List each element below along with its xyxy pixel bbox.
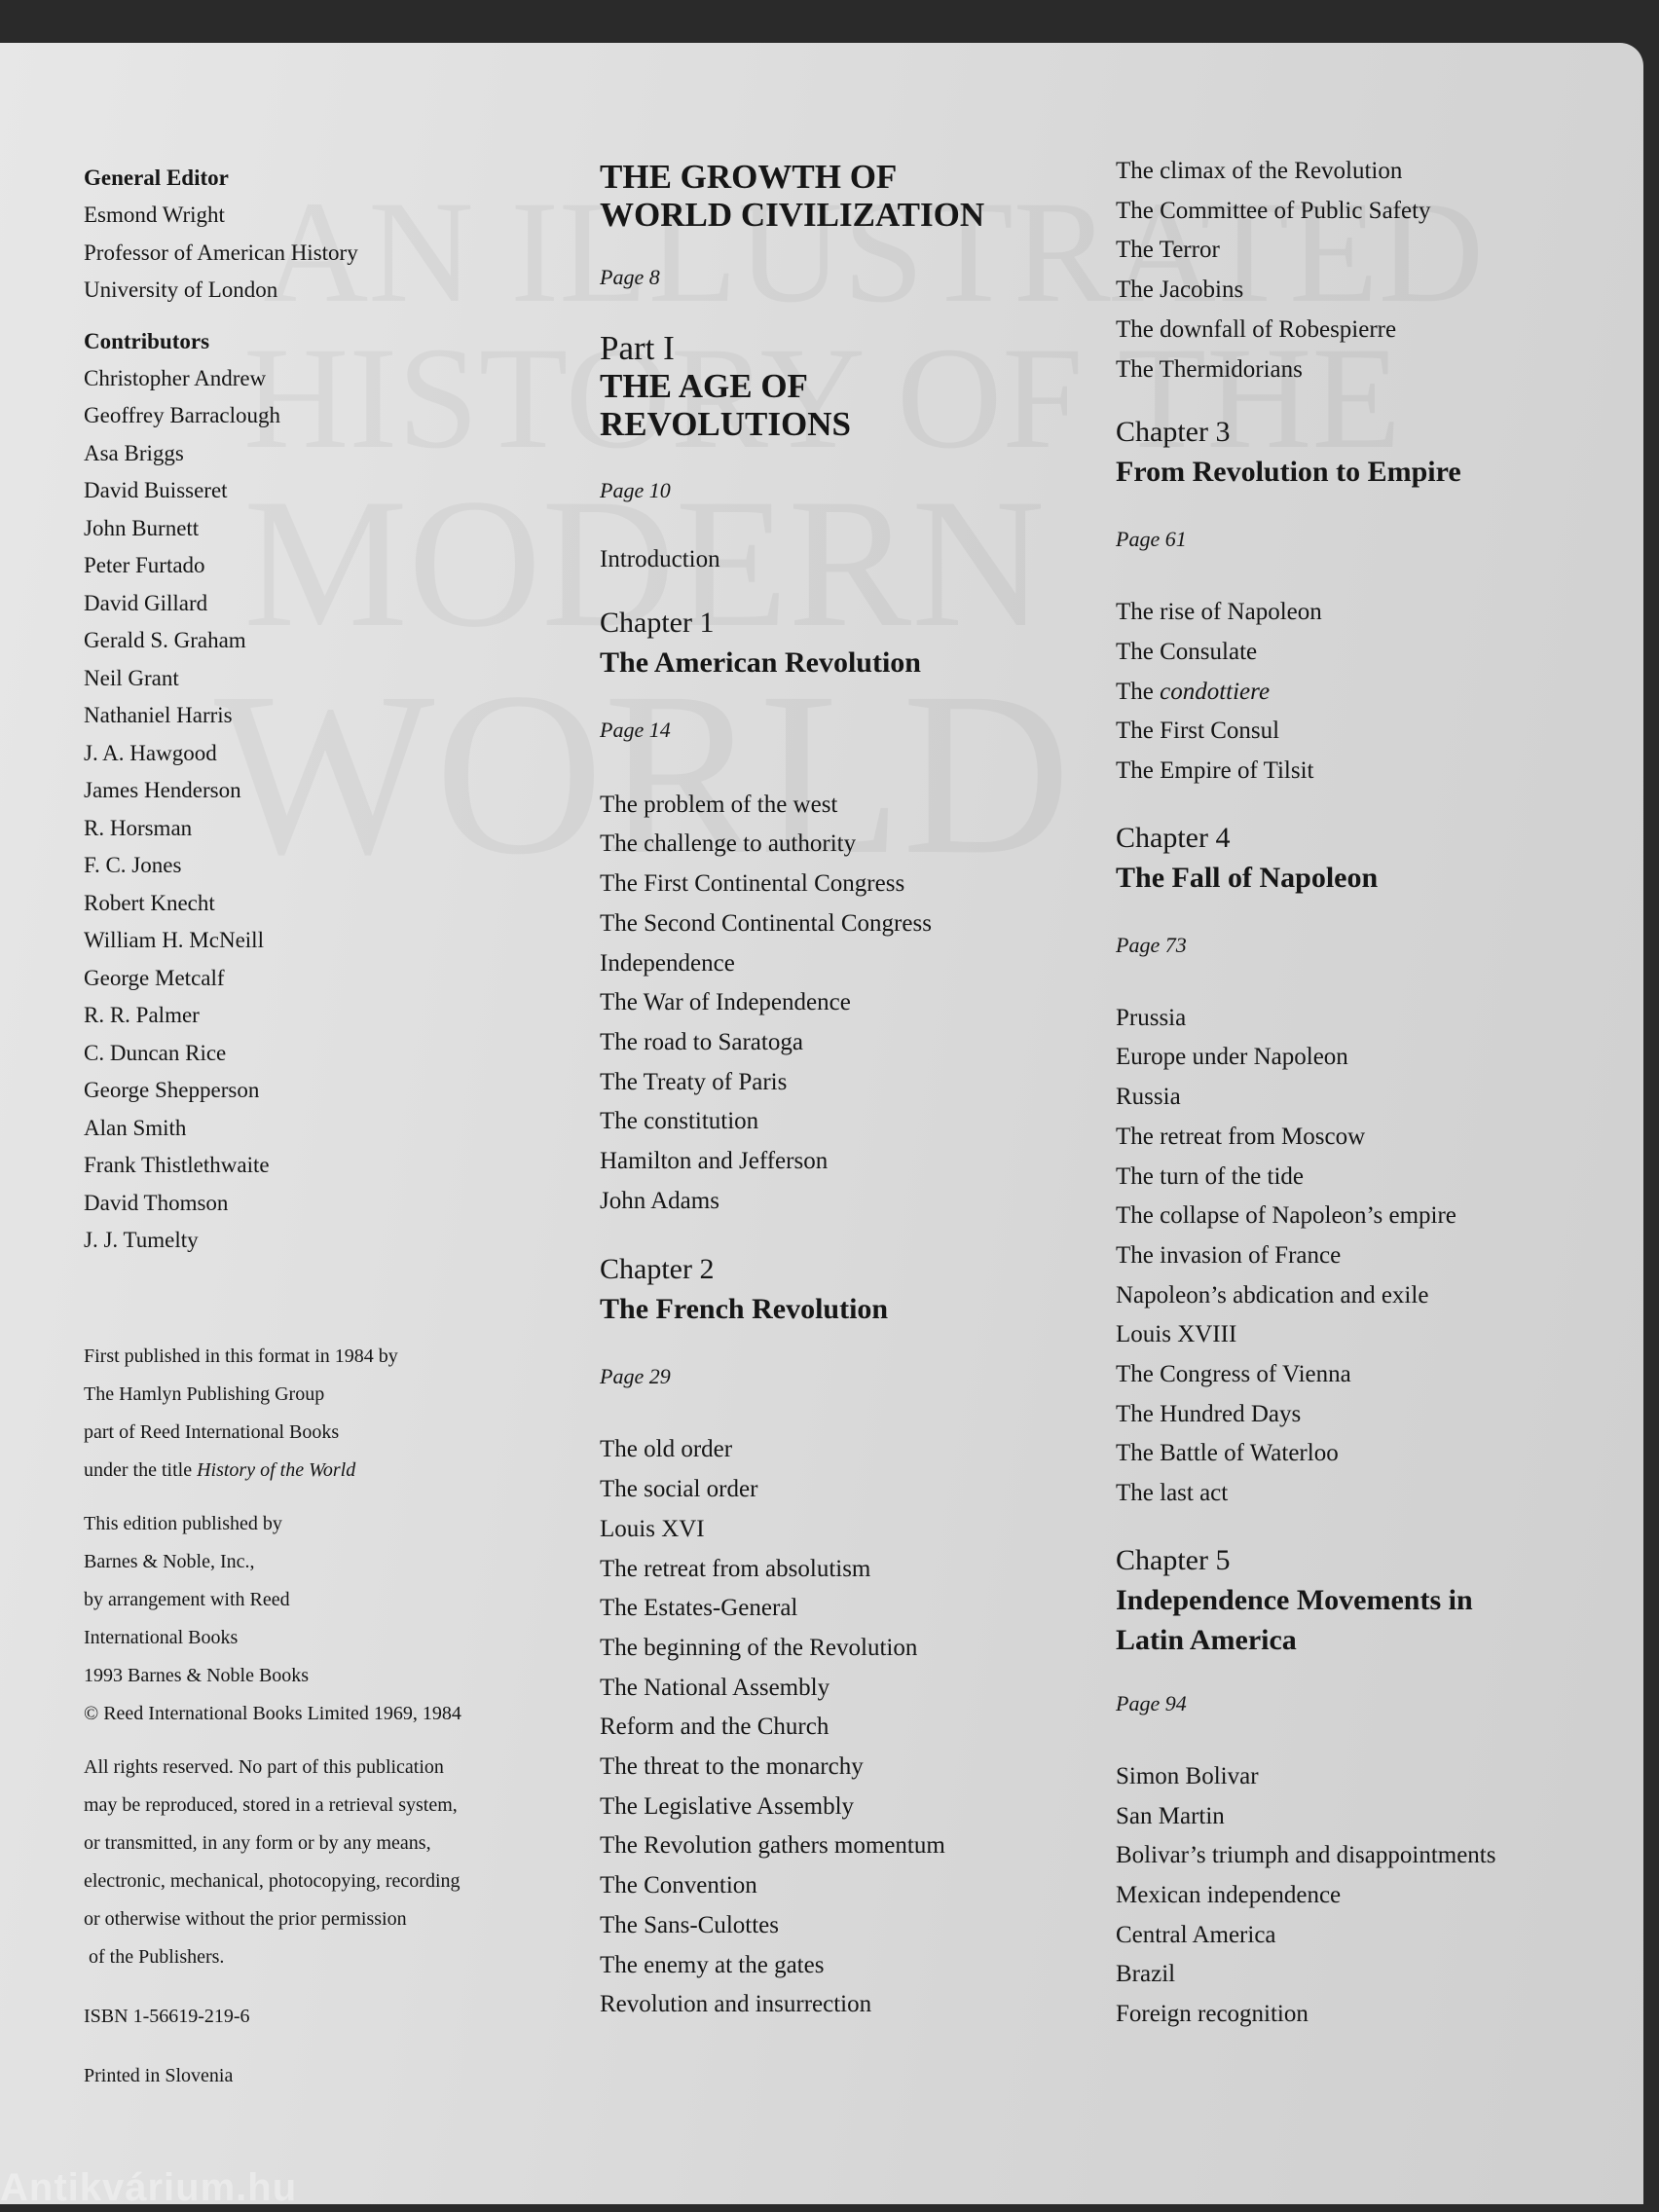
copyright-line: © Reed International Books Limited 1969, 1984 [84, 1702, 461, 1724]
publishing-title-line [84, 1452, 551, 1490]
contributor-name: Alan Smith [84, 1115, 187, 1140]
toc-entry: The social order [600, 1476, 758, 1503]
toc-entry: The beginning of the Revolution [600, 1634, 918, 1661]
toc-entry: Prussia [1116, 1004, 1187, 1031]
chapter-4-title: The Fall of Napoleon [1116, 861, 1379, 894]
contents-column-2 [1116, 152, 1641, 2035]
rights-line: of the Publishers. [84, 1945, 225, 1968]
part-title-line: THE AGE OF [600, 367, 808, 405]
edition-line: 1993 Barnes & Noble Books [84, 1664, 310, 1686]
edition-line: This edition published by [84, 1512, 282, 1534]
publishing-title: History of the World [197, 1458, 356, 1481]
contributor-name: R. R. Palmer [84, 1003, 200, 1027]
contributor-name: David Thomson [84, 1190, 229, 1215]
toc-entry: Revolution and insurrection [600, 1991, 872, 2018]
toc-entry: The Thermidorians [1116, 355, 1303, 383]
toc-entry: San Martin [1116, 1802, 1225, 1829]
editor-line: University of London [84, 277, 278, 302]
chapter-5-title-line: Latin America [1116, 1623, 1297, 1656]
toc-entry: The downfall of Robespierre [1116, 315, 1397, 343]
contributor-name: Frank Thistlethwaite [84, 1153, 270, 1177]
chapter-5-sections [1116, 1757, 1641, 2035]
chapter-3-label: Chapter 3 [1116, 416, 1231, 449]
contributors-list [84, 360, 551, 1260]
toc-entry: John Adams [600, 1187, 719, 1214]
chapter-1-page-ref: Page 14 [600, 717, 671, 742]
edition-line: Barnes & Noble, Inc., [84, 1550, 255, 1572]
chapter-5-label: Chapter 5 [1116, 1543, 1231, 1576]
contributor-name: J. A. Hawgood [84, 740, 217, 765]
editor-line: Professor of American History [84, 240, 358, 265]
isbn: ISBN 1-56619-219-6 [84, 2005, 250, 2027]
toc-entry-condottiere [1116, 673, 1641, 713]
chapter-4-sections [1116, 999, 1641, 1514]
part-title-line: REVOLUTIONS [600, 405, 851, 443]
toc-entry: The Legislative Assembly [600, 1792, 855, 1820]
toc-entry: The retreat from Moscow [1116, 1123, 1366, 1150]
toc-entry: Mexican independence [1116, 1881, 1342, 1908]
toc-entry: The threat to the monarchy [600, 1753, 864, 1781]
publishing-line: First published in this format in 1984 by [84, 1345, 398, 1367]
publishing-line: part of Reed International Books [84, 1420, 340, 1443]
toc-entry: Europe under Napoleon [1116, 1044, 1348, 1071]
contributor-name: C. Duncan Rice [84, 1040, 227, 1065]
chapter-3-page-ref: Page 61 [1116, 527, 1187, 552]
toc-entry: The collapse of Napoleon’s empire [1116, 1202, 1456, 1230]
toc-entry: The turn of the tide [1116, 1162, 1304, 1190]
toc-entry: The Empire of Tilsit [1116, 757, 1314, 785]
publishing-line: The Hamlyn Publishing Group [84, 1382, 325, 1405]
toc-entry: The last act [1116, 1480, 1229, 1507]
toc-entry: The Battle of Waterloo [1116, 1440, 1339, 1467]
contributor-name: William H. McNeill [84, 928, 264, 952]
toc-entry: The Revolution gathers momentum [600, 1832, 945, 1860]
toc-entry: Hamilton and Jefferson [600, 1148, 829, 1175]
toc-entry: The Convention [600, 1872, 757, 1899]
rights-line: or otherwise without the prior permission [84, 1907, 407, 1930]
chapter-4-label: Chapter 4 [1116, 821, 1231, 854]
contributor-name: Geoffrey Barraclough [84, 403, 281, 427]
toc-entry: The First Consul [1116, 718, 1280, 745]
toc-entry: The challenge to authority [600, 830, 857, 858]
contributor-name: David Gillard [84, 590, 208, 615]
printed-in: Printed in Slovenia [84, 2064, 234, 2086]
toc-entry: The invasion of France [1116, 1241, 1342, 1269]
contributor-name: Neil Grant [84, 665, 179, 690]
condottiere-word: condottiere [1160, 678, 1271, 705]
toc-entry: The Committee of Public Safety [1116, 197, 1431, 224]
contributor-name: J. J. Tumelty [84, 1228, 199, 1252]
contributor-name: Nathaniel Harris [84, 703, 233, 727]
contributor-name: John Burnett [84, 515, 200, 540]
toc-entry: The Consulate [1116, 638, 1258, 665]
chapter-3-title: From Revolution to Empire [1116, 456, 1461, 489]
contributor-name: Gerald S. Graham [84, 628, 246, 652]
toc-entry: The Second Continental Congress [600, 909, 932, 937]
chapter-3-sections [1116, 593, 1641, 792]
toc-entry: Reform and the Church [600, 1714, 830, 1741]
rights-line: All rights reserved. No part of this publication [84, 1755, 444, 1778]
toc-entry: The Sans-Culottes [600, 1911, 780, 1938]
toc-entry: The constitution [600, 1108, 759, 1135]
contributor-name: Robert Knecht [84, 890, 215, 915]
toc-entry: Napoleon’s abdication and exile [1116, 1281, 1429, 1309]
contributor-name: George Shepperson [84, 1078, 260, 1102]
toc-entry: The Estates-General [600, 1595, 798, 1622]
toc-entry: The First Continental Congress [600, 870, 905, 898]
watermark-logo: Antikvárium.hu [0, 2166, 298, 2209]
chapter-1-sections [600, 786, 1106, 1222]
toc-entry: The old order [600, 1436, 733, 1463]
chapter-5-page-ref: Page 94 [1116, 1690, 1187, 1715]
rights-block [84, 1749, 551, 1976]
contributor-name: David Buisseret [84, 478, 228, 502]
toc-entry: The Hundred Days [1116, 1400, 1302, 1427]
book-page [0, 43, 1643, 2204]
contributor-name: George Metcalf [84, 965, 225, 990]
toc-entry: The Terror [1116, 237, 1220, 264]
growth-page-ref: Page 8 [600, 265, 660, 289]
rights-line: may be reproduced, stored in a retrieval system, [84, 1793, 458, 1816]
toc-entry: The National Assembly [600, 1674, 830, 1701]
contributors-heading: Contributors [84, 328, 210, 353]
contributor-name: F. C. Jones [84, 853, 182, 877]
credits-column [84, 160, 551, 2095]
publishing-title-prefix: under the title [84, 1458, 198, 1481]
contributor-name: R. Horsman [84, 815, 193, 840]
chapter-2-sections-continued [1116, 152, 1641, 389]
part-page-ref: Page 10 [600, 478, 671, 502]
rights-line: or transmitted, in any form or by any means, [84, 1831, 431, 1854]
chapter-1-title: The American Revolution [600, 645, 921, 679]
toc-entry: Central America [1116, 1921, 1276, 1948]
edition-line: International Books [84, 1626, 239, 1648]
toc-entry: Foreign recognition [1116, 2001, 1309, 2028]
toc-entry: The road to Saratoga [600, 1028, 803, 1055]
toc-entry: Bolivar’s triumph and disappointments [1116, 1842, 1496, 1869]
chapter-1-label: Chapter 1 [600, 606, 715, 639]
toc-entry: Louis XVIII [1116, 1321, 1237, 1348]
toc-entry: The enemy at the gates [600, 1951, 825, 1978]
contributor-name: James Henderson [84, 778, 241, 802]
growth-title-line: WORLD CIVILIZATION [600, 196, 985, 234]
toc-entry: Russia [1116, 1084, 1181, 1111]
contributor-name: Christopher Andrew [84, 365, 267, 390]
toc-entry: Louis XVI [600, 1515, 705, 1542]
publishing-block [84, 1338, 551, 1490]
editor-block [84, 197, 551, 310]
chapter-2-sections [600, 1430, 1106, 2025]
part-label: Part I [600, 329, 675, 367]
toc-entry: Brazil [1116, 1961, 1176, 1988]
condottiere-prefix: The [1116, 678, 1161, 705]
chapter-2-title: The French Revolution [600, 1293, 889, 1326]
toc-entry: The problem of the west [600, 791, 838, 818]
toc-entry: The Congress of Vienna [1116, 1361, 1351, 1388]
growth-title-line: THE GROWTH OF [600, 158, 898, 196]
chapter-2-page-ref: Page 29 [600, 1364, 671, 1389]
toc-entry: The rise of Napoleon [1116, 599, 1322, 626]
toc-entry: The War of Independence [600, 989, 851, 1016]
introduction-entry: Introduction [600, 546, 720, 572]
chapter-2-label: Chapter 2 [600, 1253, 715, 1286]
chapter-4-page-ref: Page 73 [1116, 932, 1187, 957]
toc-entry: Independence [600, 949, 735, 977]
toc-entry: Simon Bolivar [1116, 1762, 1259, 1789]
contributor-name: Asa Briggs [84, 440, 184, 465]
edition-block [84, 1505, 551, 1733]
toc-entry: The Jacobins [1116, 276, 1244, 304]
growth-title [600, 158, 1106, 234]
rights-line: electronic, mechanical, photocopying, recording [84, 1869, 461, 1892]
general-editor-heading: General Editor [84, 166, 229, 190]
contents-column-1 [600, 158, 1106, 2025]
edition-line: by arrangement with Reed [84, 1588, 290, 1610]
toc-entry: The climax of the Revolution [1116, 158, 1403, 184]
chapter-5-title-line: Independence Movements in [1116, 1583, 1473, 1616]
toc-entry: The retreat from absolutism [600, 1555, 871, 1582]
contributor-name: Peter Furtado [84, 553, 205, 577]
editor-line: Esmond Wright [84, 203, 225, 227]
toc-entry: The Treaty of Paris [600, 1068, 788, 1095]
